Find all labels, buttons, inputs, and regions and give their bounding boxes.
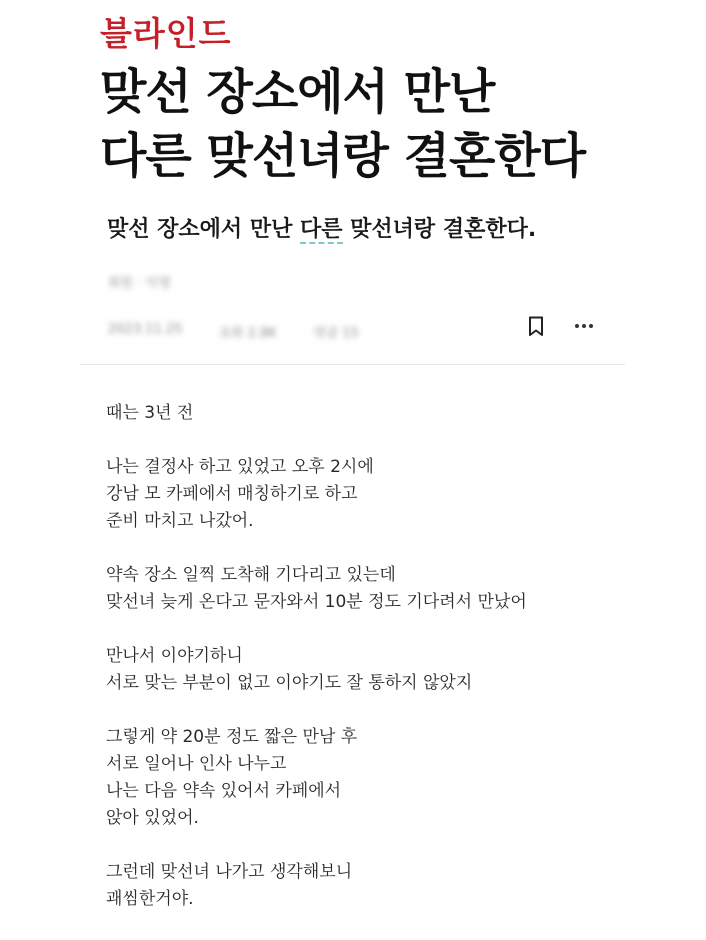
body-line: 만나서 이야기하니 [106, 646, 243, 666]
body-line: 강남 모 카페에서 매칭하기로 하고 [106, 484, 358, 504]
body-line: 앉아 있었어. [106, 808, 199, 828]
body-line: 나는 결정사 하고 있었고 오후 2시에 [106, 457, 374, 477]
more-options-button[interactable] [572, 314, 596, 338]
paragraph [106, 454, 666, 535]
post-date: 2023.11.25 [108, 322, 183, 337]
paragraph [106, 859, 666, 913]
brand-logo: 블라인드 [100, 14, 232, 53]
paragraph [106, 562, 666, 616]
bookmark-icon [524, 314, 548, 338]
bookmark-button[interactable] [524, 314, 548, 338]
post-title-underlined-word: 다른 [300, 217, 343, 242]
paragraph [106, 724, 666, 832]
post-title-part-2: 맞선녀랑 결혼한다. [342, 217, 537, 242]
body-line: 때는 3년 전 [106, 403, 194, 423]
body-line: 약속 장소 일찍 도착해 기다리고 있는데 [106, 565, 396, 585]
more-horizontal-icon [572, 314, 596, 338]
post-body [106, 400, 666, 940]
comment-count: 댓글 15 [312, 326, 359, 341]
headline-line-2: 다른 맞선녀랑 결혼한다 [100, 128, 586, 184]
body-line: 그렇게 약 20분 정도 짧은 만남 후 [106, 727, 358, 747]
paragraph [106, 400, 666, 427]
author-info[interactable]: 회원 · 익명 [108, 276, 171, 291]
post-title-part-1: 맞선 장소에서 만난 [107, 217, 300, 242]
post-meta [108, 322, 359, 341]
body-line: 괘씸한거야. [106, 889, 194, 909]
view-count: 조회 2.8K [218, 326, 277, 341]
body-line: 준비 마치고 나갔어. [106, 511, 254, 531]
paragraph [106, 643, 666, 697]
body-line: 서로 일어나 인사 나누고 [106, 754, 287, 774]
divider [80, 364, 625, 365]
headline [100, 60, 690, 188]
post-title [107, 214, 536, 246]
body-line: 맞선녀 늦게 온다고 문자와서 10분 정도 기다려서 만났어 [106, 592, 527, 612]
body-line: 나는 다음 약속 있어서 카페에서 [106, 781, 342, 801]
body-line: 서로 맞는 부분이 없고 이야기도 잘 통하지 않았지 [106, 673, 473, 693]
body-line: 그런데 맞선녀 나가고 생각해보니 [106, 862, 353, 882]
headline-line-1: 맞선 장소에서 만난 [100, 64, 495, 120]
